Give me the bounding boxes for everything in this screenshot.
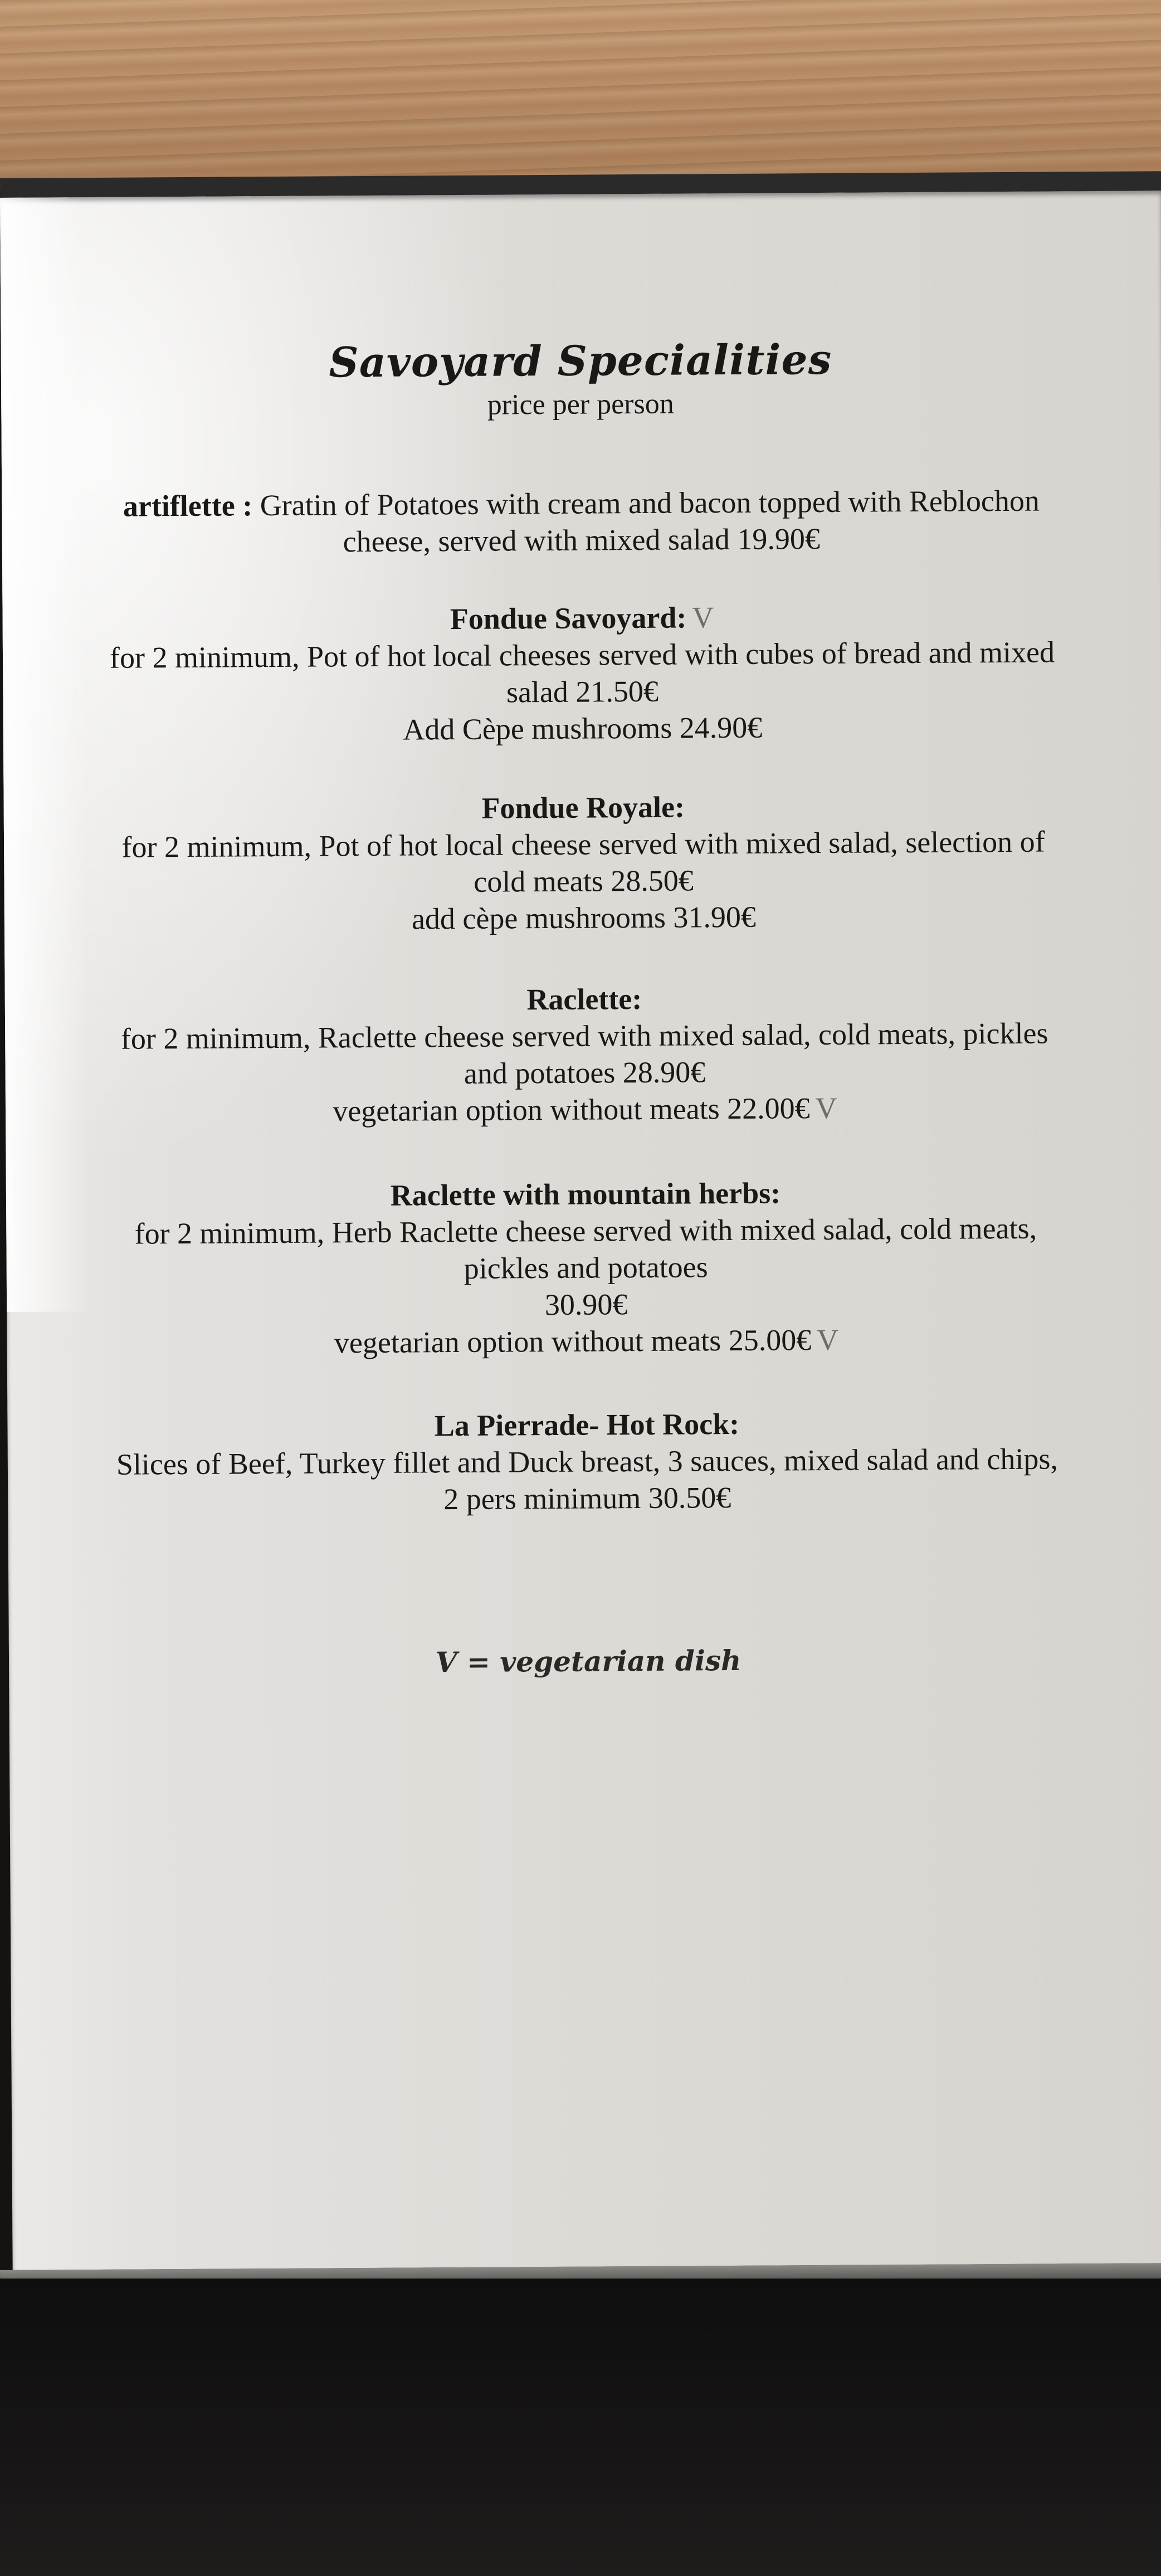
item-name: La Pierrade- Hot Rock: xyxy=(434,1407,740,1443)
item-name: Raclette: xyxy=(526,982,642,1017)
item-description-line: for 2 minimum, Pot of hot local cheeses served with cubes of bread and mixed xyxy=(109,635,1055,675)
menu-content xyxy=(35,336,1135,1681)
menu-item-la-pierrade xyxy=(41,1403,1133,1520)
item-description-line: Add Cèpe mushrooms 24.90€ xyxy=(403,710,763,747)
menu-page xyxy=(0,191,1161,2270)
item-description-line: and potatoes 28.90€ xyxy=(464,1055,706,1090)
item-description-line: for 2 minimum, Raclette cheese served with mixed salad, cold meats, pickles xyxy=(120,1016,1048,1056)
vegetarian-option: vegetarian option without meats 25.00€ xyxy=(334,1323,812,1360)
item-description-line: cheese, served with mixed salad 19.90€ xyxy=(343,521,821,559)
menu-item-tartiflette xyxy=(35,481,1128,562)
wooden-table xyxy=(0,0,1161,189)
menu-item-raclette-herbs xyxy=(40,1172,1133,1363)
vegetarian-mark: V xyxy=(815,1091,837,1125)
item-name: Fondue Savoyard: xyxy=(450,601,687,636)
item-description-line: pickles and potatoes xyxy=(464,1250,708,1285)
item-description-line: 2 pers minimum 30.50€ xyxy=(443,1480,731,1516)
item-description-line: 30.90€ xyxy=(544,1287,628,1321)
menu-item-raclette xyxy=(38,977,1131,1131)
vegetarian-legend: V = vegetarian dish xyxy=(435,1643,742,1679)
item-description-line: add cèpe mushrooms 31.90€ xyxy=(411,900,757,936)
menu-item-fondue-royale xyxy=(37,786,1130,939)
item-name: artiflette : xyxy=(123,489,253,523)
item-description-line: salad 21.50€ xyxy=(506,674,659,709)
item-description: Gratin of Potatoes with cream and bacon topped with Reblochon xyxy=(260,484,1040,522)
item-description-line: for 2 minimum, Herb Raclette cheese served with mixed salad, cold meats, xyxy=(134,1211,1037,1251)
vegetarian-mark: V xyxy=(817,1323,839,1357)
item-description-line: cold meats 28.50€ xyxy=(474,863,694,899)
item-description-line: for 2 minimum, Pot of hot local cheese served with mixed salad, selection of xyxy=(121,824,1045,864)
item-description-line: Slices of Beef, Turkey fillet and Duck breast, 3 sauces, mixed salad and chips, xyxy=(116,1442,1058,1481)
dark-background xyxy=(0,2279,1161,2576)
menu-title: Savoyard Specialities xyxy=(329,335,832,387)
vegetarian-mark: V xyxy=(692,600,714,635)
vegetarian-option: vegetarian option without meats 22.00€ xyxy=(333,1091,810,1128)
item-name: Raclette with mountain herbs: xyxy=(390,1176,781,1212)
menu-item-fondue-savoyard xyxy=(36,596,1129,750)
menu-subtitle: price per person xyxy=(487,388,674,422)
item-name: Fondue Royale: xyxy=(481,790,685,825)
